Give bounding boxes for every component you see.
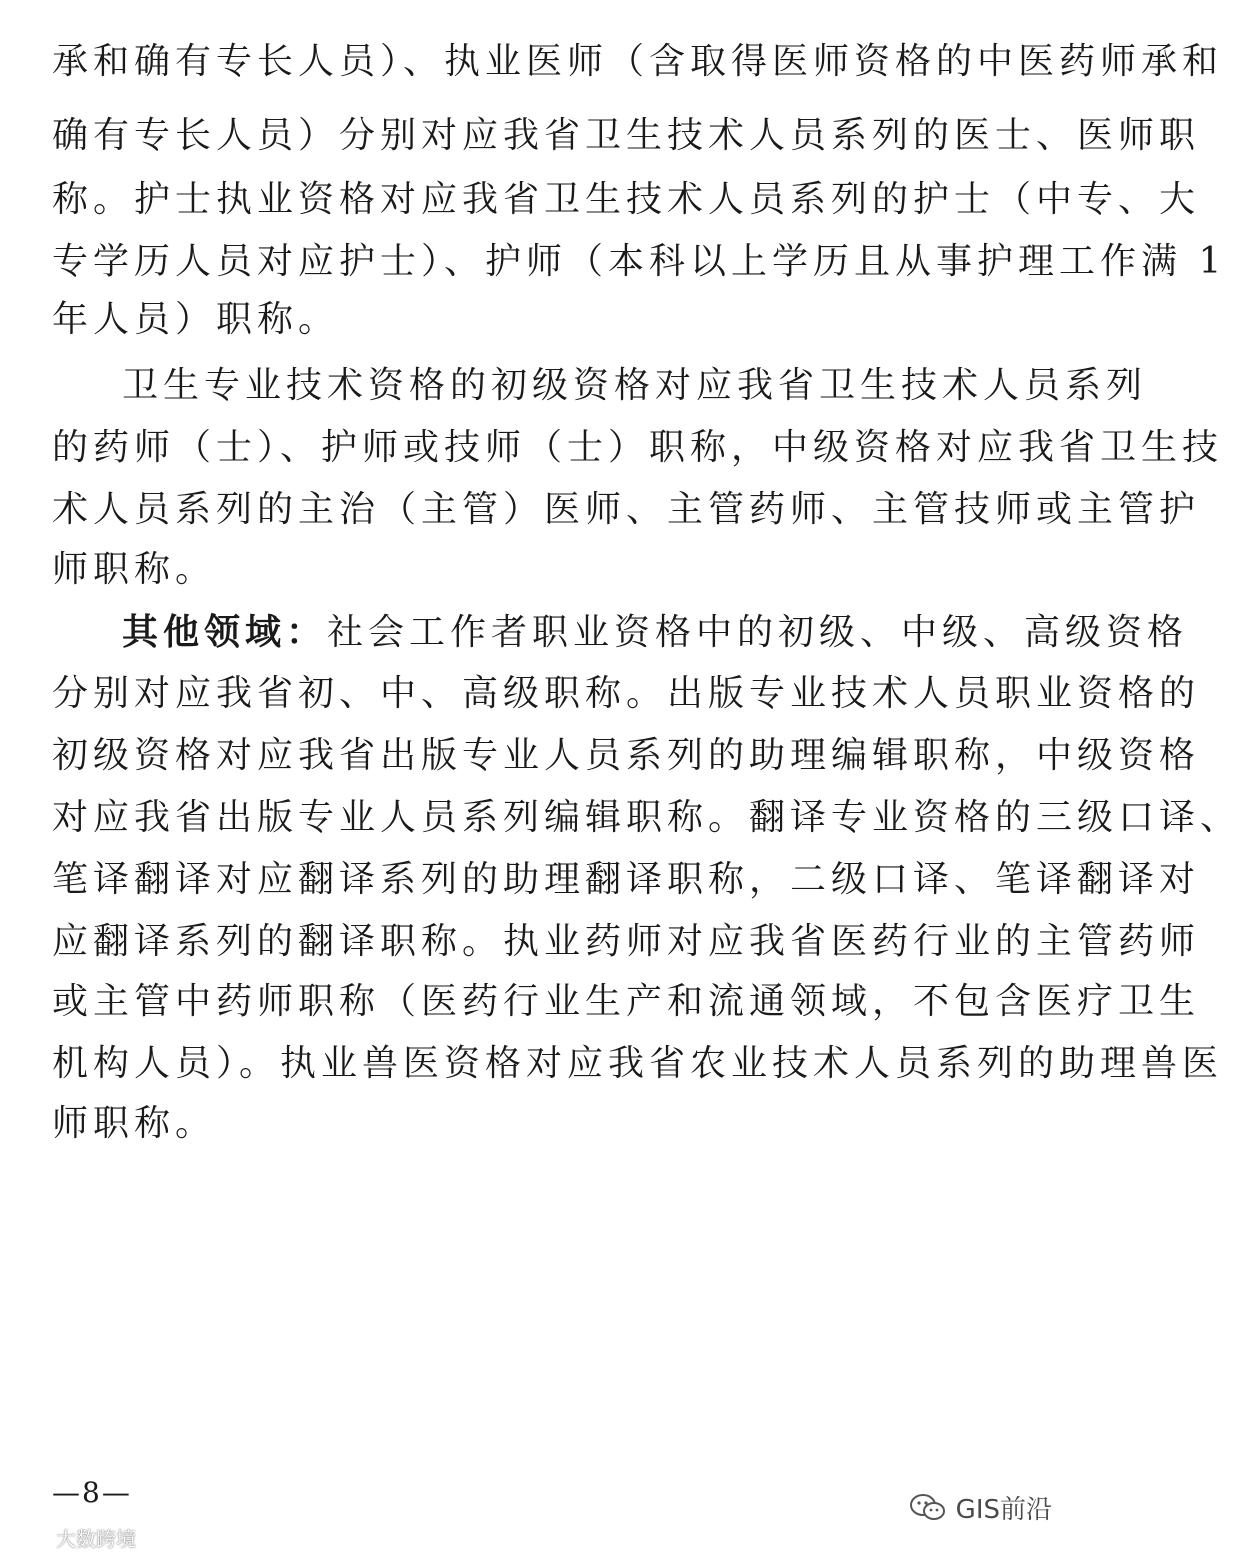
wechat-icon — [908, 1492, 948, 1524]
body-line: 称。护士执业资格对应我省卫生技术人员系列的护士（中专、大 — [52, 179, 1201, 220]
wechat-watermark — [908, 1489, 1052, 1526]
body-line: 的药师（士）、护师或技师（士）职称，中级资格对应我省卫生技 — [52, 427, 1224, 468]
body-line: 师职称。 — [52, 1103, 217, 1144]
paragraph-first-line — [122, 611, 1189, 653]
body-line: 专学历人员对应护士）、护师（本科以上学历且从事护理工作满 1 — [52, 241, 1227, 282]
body-line: 社会工作者职业资格中的初级、中级、高级资格 — [327, 612, 1189, 653]
body-line: 年人员）职称。 — [52, 299, 340, 340]
brand-logo-icon — [4, 1525, 52, 1549]
body-line: 对应我省出版专业人员系列编辑职称。翻译专业资格的三级口译、 — [52, 797, 1241, 838]
body-line: 初级资格对应我省出版专业人员系列的助理编辑职称，中级资格 — [52, 735, 1201, 776]
body-line: 应翻译系列的翻译职称。执业药师对应我省医药行业的主管药师 — [52, 921, 1201, 962]
body-line: 分别对应我省初、中、高级职称。出版专业技术人员职业资格的 — [52, 673, 1201, 714]
watermark-text: GIS前沿 — [955, 1495, 1052, 1525]
section-heading: 其他领域： — [122, 611, 328, 653]
brand-watermark — [4, 1519, 136, 1555]
body-line: 卫生专业技术资格的初级资格对应我省卫生技术人员系列 — [122, 365, 1148, 406]
body-line: 师职称。 — [52, 549, 217, 590]
body-line: 术人员系列的主治（主管）医师、主管药师、主管技师或主管护 — [52, 489, 1201, 530]
body-line: 承和确有专长人员）、执业医师（含取得医师资格的中医药师承和 — [52, 41, 1224, 82]
page-number: —8— — [52, 1476, 132, 1509]
body-line: 机构人员）。执业兽医资格对应我省农业技术人员系列的助理兽医 — [52, 1043, 1224, 1084]
body-line: 确有专长人员）分别对应我省卫生技术人员系列的医士、医师职 — [52, 115, 1201, 156]
body-line: 笔译翻译对应翻译系列的助理翻译职称，二级口译、笔译翻译对 — [52, 859, 1201, 900]
watermark-text: 大数跨境 — [56, 1526, 136, 1551]
body-line: 或主管中药师职称（医药行业生产和流通领域，不包含医疗卫生 — [52, 981, 1201, 1022]
